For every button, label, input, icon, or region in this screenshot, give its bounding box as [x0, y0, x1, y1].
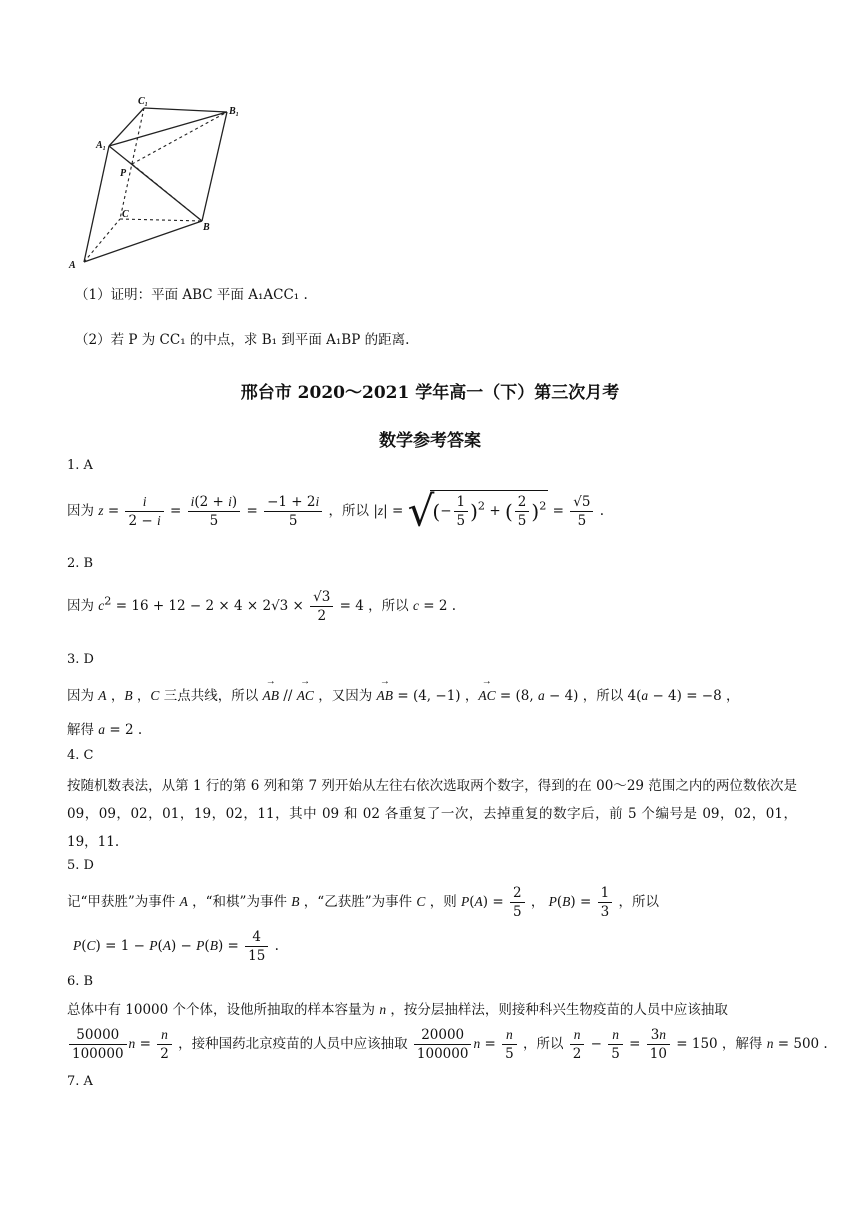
answer-4-number: 4. C: [67, 748, 94, 763]
answer-3-number: 3. D: [67, 652, 94, 667]
answer-6-line-2: $\frac{50000}{100000}$ n = $\frac{n}{2}$ ，接种国药北京疫苗的人员中应该抽取 $\frac{20000}{100000}$ n = $\frac{n}{5}$ ，所以 $\frac{n}{2}$ − $\frac{n}{5}$ = $\frac{3n}{10}$ = 150 ，解得 n = 500 .: [67, 1026, 828, 1063]
answer-5-number: 5. D: [67, 858, 94, 873]
answer-3-line-2: 解得 a = 2 .: [67, 722, 143, 738]
answer-3-line-1: 因为 A ，B ，C 三点共线，所以 → AB // → AC ，又因为 → AB = (4, −1) ，→ AC = (8, a − 4) ，所以 4(a − 4) = −8 ，: [67, 684, 740, 704]
question-2: （2）若 P 为 CC₁ 的中点，求 B₁ 到平面 A₁BP 的距离.: [75, 332, 410, 348]
answer-5-line-1: 记“甲获胜”为事件 A ，“和棋”为事件 B ，“乙获胜”为事件 C ，则 P(A) = $\frac{2}{5}$ ， P(B) = $\frac{1}{3}$ ，所以: [67, 885, 659, 920]
label-c: C: [122, 209, 129, 220]
exam-title: 邢台市 2020～2021 学年高一（下）第三次月考: [240, 383, 620, 403]
answer-6-line-1: 总体中有 10000 个个体，设他所抽取的样本容量为 n ，按分层抽样法，则接种科兴生物疫苗的人员中应该抽取: [67, 1002, 728, 1018]
answer-1-number: 1. A: [67, 458, 93, 473]
label-b: B: [203, 222, 210, 233]
answer-7-number: 7. A: [67, 1074, 93, 1089]
answer-2-number: 2. B: [67, 556, 94, 571]
answer-6-number: 6. B: [67, 974, 94, 989]
answer-4-text: 按随机数表法，从第 1 行的第 6 列和第 7 列开始从左往右依次选取两个数字，得到的在 00～29 范围之内的两位数依次是 09，09，02，01，19，02，11，其中 09 和 02 各重复了一次，去掉重复的数字后，前 5 个编号是 09，02，01，19，11.: [67, 778, 797, 850]
question-1: （1）证明：平面 ABC 平面 A₁ACC₁ .: [75, 287, 308, 303]
label-b1: $B_1$: [229, 106, 239, 118]
answer-2-formula: 因为 $c^2 = 16 + 12 - 2 \times 4 \times 2√3$ × $\frac{√3}{2}$ = 4 ，所以 c = 2 .: [67, 589, 457, 624]
answer-1-formula: 因为 z = $\frac{i}{2 - i}$ = $\frac{i(2 + i)}{5}$ = $\frac{-1 + 2i}{5}$ ，所以 |z| = √(− $\frac{1}{5}$ )$^2$ + ( $\frac{2}{5}$ )$^2$ = $\frac{√5}{5}$ .: [67, 486, 605, 536]
answer-5-line-2: P(C) = 1 − P(A) − P(B) = $\frac{4}{15}$ .: [73, 929, 279, 964]
label-p: P: [120, 168, 127, 179]
label-a: A: [69, 260, 76, 271]
answer-subtitle: 数学参考答案: [379, 431, 481, 451]
label-a1: $A_1$: [96, 140, 106, 152]
label-c1: $C_1$: [138, 96, 148, 108]
prism-figure: [60, 90, 260, 275]
